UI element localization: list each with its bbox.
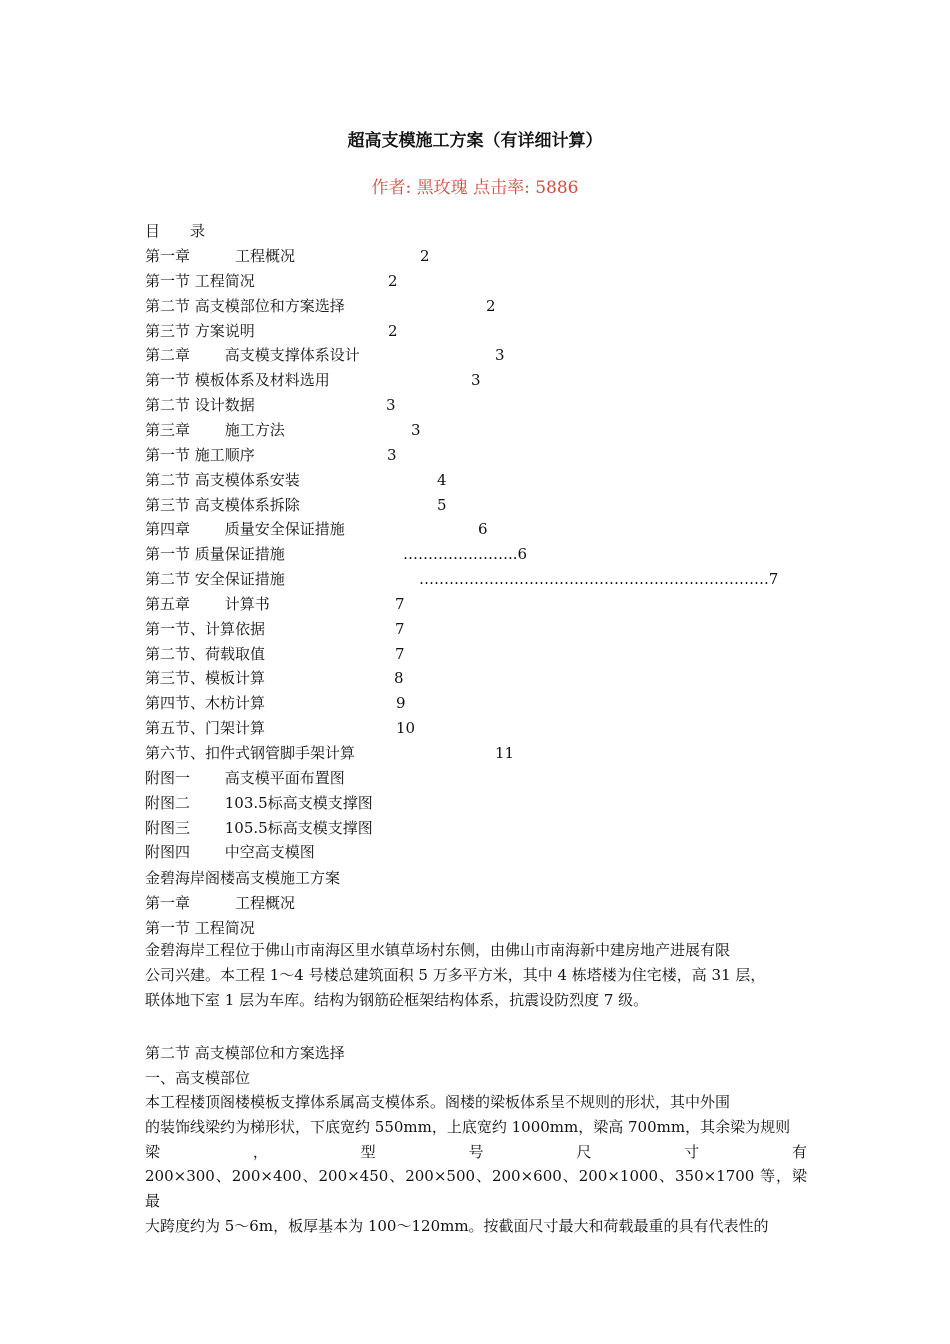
- toc-entry-page: 2: [486, 296, 496, 315]
- toc-entry-label: 第二节 高支模部位和方案选择: [145, 296, 345, 315]
- toc-entry-page: 3: [495, 346, 505, 365]
- toc-entry-label: 第二节 高支模体系安装: [145, 470, 300, 489]
- toc-entry-label: 第六节、扣件式钢管脚手架计算: [145, 744, 356, 762]
- toc-entry-page: 11: [495, 744, 515, 762]
- paragraph-line: 公司兴建。本工程 1～4 号楼总建筑面积 5 万多平方米，其中 4 栋塔楼为住宅楼，高 31 层，: [145, 965, 766, 984]
- spread-word: 梁: [145, 1142, 161, 1161]
- toc-entry-page: 2: [420, 247, 430, 265]
- toc-entry-page: …………………………………………………………….7: [419, 570, 779, 589]
- toc-entry-label: 第二节 设计数据: [145, 396, 255, 415]
- toc-entry-page: 10: [396, 719, 416, 738]
- toc-entry-page: 8: [394, 669, 404, 688]
- toc-entry-page: 4: [437, 470, 447, 489]
- toc-entry-label: 第一节 工程简况: [145, 271, 255, 290]
- toc-entry-label: 第三章 施工方法: [145, 420, 285, 439]
- toc-entry-page: 7: [395, 619, 405, 638]
- toc-entry-label: 第三节 方案说明: [145, 321, 255, 340]
- paragraph-line: 本工程楼顶阁楼模板支撑体系属高支模体系。阁楼的梁板体系呈不规则的形状，其中外围: [145, 1093, 731, 1111]
- toc-entry-page: 7: [395, 644, 405, 663]
- section-heading: 第二节 高支模部位和方案选择: [145, 1044, 345, 1062]
- document-title: 超高支模施工方案（有详细计算）: [347, 131, 603, 151]
- toc-entry-label: 第三节、模板计算: [145, 669, 266, 688]
- toc-entry-label: 第一节 模板体系及材料选用: [145, 371, 330, 390]
- section-heading: 第一节 工程简况: [145, 919, 255, 937]
- toc-entry-label: 第四章 质量安全保证措施: [145, 520, 345, 539]
- toc-entry-label: 附图二 103.5标高支模支撑图: [145, 793, 373, 812]
- spread-word: 有: [791, 1142, 807, 1161]
- toc-entry-page: 3: [386, 396, 396, 415]
- doc-heading: 金碧海岸阁楼高支模施工方案: [145, 869, 341, 887]
- toc-entry-page: 2: [388, 321, 398, 340]
- toc-entry-page: 3: [471, 371, 481, 390]
- toc-entry-page: …………………..6: [403, 545, 528, 564]
- toc-entry-page: 3: [387, 445, 397, 464]
- paragraph-line: 200×300、200×400、200×450、200×500、200×600、200×1000、350×1700 等，梁最: [145, 1167, 807, 1211]
- toc-entry-label: 附图四 中空高支模图: [145, 843, 315, 862]
- toc-entry-page: 5: [437, 495, 447, 514]
- toc-entry-page: 2: [388, 271, 398, 290]
- paragraph-line: 联体地下室 1 层为车库。结构为钢筋砼框架结构体系，抗震设防烈度 7 级。: [145, 990, 649, 1009]
- spread-word: 尺: [576, 1142, 592, 1161]
- toc-entry-label: 第二节、荷载取值: [145, 644, 266, 663]
- toc-entry-page: 9: [396, 694, 406, 713]
- paragraph-project-overview: [145, 938, 807, 1012]
- toc-entry-label: 第五节、门架计算: [145, 719, 266, 738]
- spread-word: 型: [360, 1142, 376, 1161]
- spread-word: 号: [468, 1142, 484, 1161]
- toc-entry-page: 3: [411, 420, 421, 439]
- author-line: 作者: 黑玫瑰 点击率: 5886: [371, 178, 579, 198]
- paragraph-line: 金碧海岸工程位于佛山市南海区里水镇草场村东侧，由佛山市南海新中建房地产进展有限: [145, 941, 731, 959]
- paragraph-line: 的装饰线梁约为梯形状，下底宽约 550mm，上底宽约 1000mm，梁高 700mm，其余梁为规则: [145, 1117, 791, 1136]
- paragraph-line: 大跨度约为 5～6m，板厚基本为 100～120mm。按截面尺寸最大和荷载最重的具有代表性的: [145, 1216, 769, 1235]
- paragraph-formwork: [145, 1090, 807, 1239]
- toc-entry-label: 第一章 工程概况: [145, 247, 296, 265]
- toc-entry-page: 7: [395, 594, 405, 613]
- toc-entry-label: 附图一 高支模平面布置图: [145, 768, 345, 787]
- toc-entry-label: 第二章 高支模支撑体系设计: [145, 346, 360, 365]
- paragraph-line-spread: [145, 1140, 807, 1165]
- subsection-heading: 一、高支模部位: [145, 1069, 251, 1087]
- toc-entry-label: 附图三 105.5标高支模支撑图: [145, 818, 373, 837]
- toc-entry-label: 第四节、木枋计算: [145, 694, 266, 713]
- toc-entry-label: 第一节 质量保证措施: [145, 545, 285, 564]
- toc-entry-label: 第三节 高支模体系拆除: [145, 495, 300, 514]
- toc-entry-label: 第一节、计算依据: [145, 619, 266, 638]
- spread-word: ，: [252, 1142, 268, 1161]
- chapter-heading: 第一章 工程概况: [145, 894, 296, 912]
- toc-entry-label: 第二节 安全保证措施: [145, 570, 285, 589]
- toc-entry-label: 第五章 计算书: [145, 594, 270, 613]
- spread-word: 寸: [684, 1142, 700, 1161]
- toc-heading: 目 录: [145, 222, 206, 240]
- toc-entry-label: 第一节 施工顺序: [145, 445, 255, 464]
- toc-entry-page: 6: [478, 520, 488, 539]
